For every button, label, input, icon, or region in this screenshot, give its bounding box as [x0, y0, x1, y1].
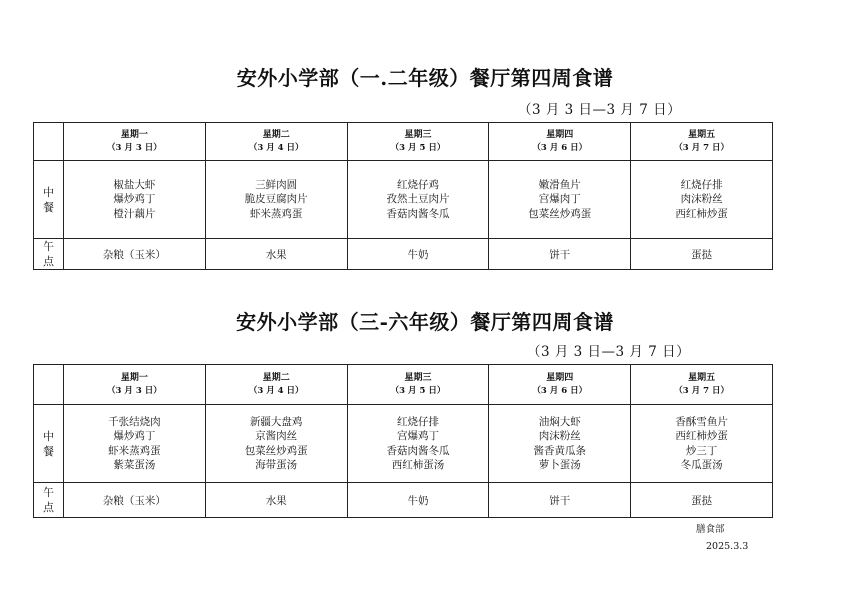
day-header: 星期四 （3 月 6 日） [489, 365, 631, 405]
day-header: 星期三 （3 月 5 日） [347, 365, 489, 405]
lunch-cell: 三鲜肉圆 脆皮豆腐肉片 虾米蒸鸡蛋 [205, 161, 347, 239]
snack-cell: 水果 [205, 483, 347, 518]
header-row [34, 365, 773, 405]
lunch-row [34, 405, 773, 483]
lunch-cell: 红烧仔鸡 孜然土豆肉片 香菇肉酱冬瓜 [347, 161, 489, 239]
snack-label: 午 点 [34, 239, 64, 270]
lunch-cell: 红烧仔排 宫爆鸡丁 香菇肉酱冬瓜 西红柿蛋汤 [347, 405, 489, 483]
snack-cell: 牛奶 [347, 483, 489, 518]
day-header: 星期四 （3 月 6 日） [489, 123, 631, 161]
day-header: 星期一 （3 月 3 日） [64, 123, 206, 161]
snack-cell: 水果 [205, 239, 347, 270]
department-signature: 膳食部 [696, 524, 725, 535]
snack-cell: 饼干 [489, 483, 631, 518]
issue-date: 2025.3.3 [706, 541, 749, 552]
corner-cell [34, 123, 64, 161]
lunch-cell: 嫩滑鱼片 宫爆肉丁 包菜丝炒鸡蛋 [489, 161, 631, 239]
snack-cell: 蛋挞 [631, 239, 773, 270]
menu-table-grade-3-6 [33, 364, 773, 518]
snack-cell: 牛奶 [347, 239, 489, 270]
date-range-grade-1-2: （3 月 3 日—3 月 7 日） [518, 102, 682, 118]
lunch-cell: 椒盐大虾 爆炒鸡丁 橙汁藕片 [64, 161, 206, 239]
lunch-cell: 红烧仔排 肉沫粉丝 西红柿炒蛋 [631, 161, 773, 239]
lunch-row [34, 161, 773, 239]
day-header: 星期一 （3 月 3 日） [64, 365, 206, 405]
lunch-label: 中 餐 [34, 161, 64, 239]
lunch-cell: 新疆大盘鸡 京酱肉丝 包菜丝炒鸡蛋 海带蛋汤 [205, 405, 347, 483]
snack-label: 午 点 [34, 483, 64, 518]
header-row [34, 123, 773, 161]
day-header: 星期五 （3 月 7 日） [631, 123, 773, 161]
snack-cell: 蛋挞 [631, 483, 773, 518]
day-header: 星期三 （3 月 5 日） [347, 123, 489, 161]
snack-cell: 饼干 [489, 239, 631, 270]
menu-table-grade-1-2 [33, 122, 773, 270]
lunch-cell: 香酥雪鱼片 西红柿炒蛋 炒三丁 冬瓜蛋汤 [631, 405, 773, 483]
lunch-cell: 油焖大虾 肉沫粉丝 酱香黄瓜条 萝卜蛋汤 [489, 405, 631, 483]
menu-title-grade-1-2: 安外小学部（一.二年级）餐厅第四周食谱 [236, 66, 614, 90]
lunch-cell: 千张结烧肉 爆炒鸡丁 虾米蒸鸡蛋 紫菜蛋汤 [64, 405, 206, 483]
corner-cell [34, 365, 64, 405]
snack-cell: 杂粮（玉米） [64, 239, 206, 270]
date-range-grade-3-6: （3 月 3 日—3 月 7 日） [527, 344, 691, 360]
snack-row [34, 239, 773, 270]
day-header: 星期二 （3 月 4 日） [205, 123, 347, 161]
snack-cell: 杂粮（玉米） [64, 483, 206, 518]
lunch-label: 中 餐 [34, 405, 64, 483]
menu-title-grade-3-6: 安外小学部（三-六年级）餐厅第四周食谱 [236, 310, 614, 334]
day-header: 星期五 （3 月 7 日） [631, 365, 773, 405]
day-header: 星期二 （3 月 4 日） [205, 365, 347, 405]
snack-row [34, 483, 773, 518]
